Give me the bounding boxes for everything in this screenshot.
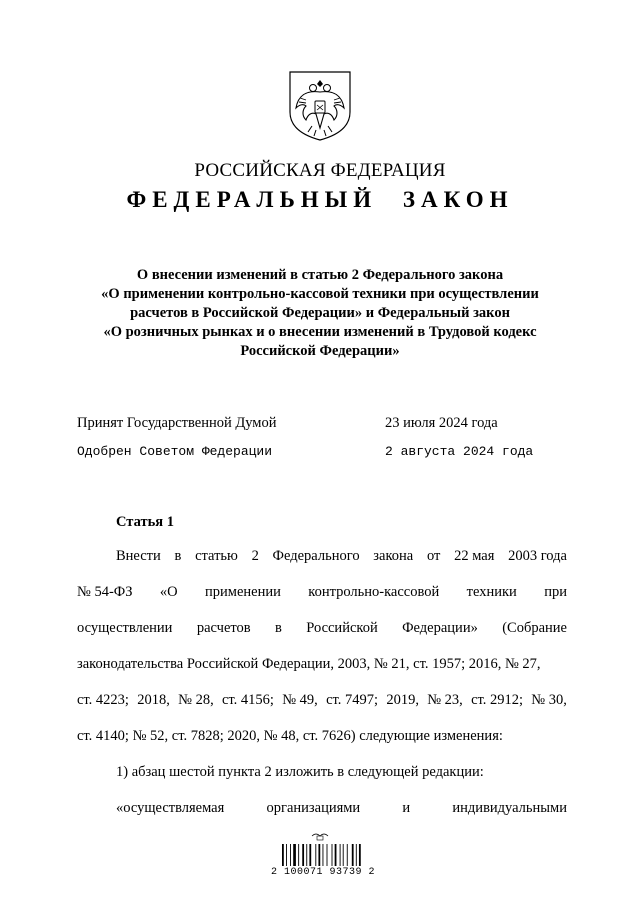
barcode-bar: [347, 844, 348, 866]
body-word: «осуществляемая: [116, 800, 225, 816]
body-word: техники: [466, 584, 517, 600]
barcode-bar: [315, 844, 316, 866]
barcode-bar: [332, 844, 333, 866]
body-word: № 28,: [178, 692, 214, 708]
body-word: № 30,: [531, 692, 567, 708]
body-word: Федерального: [272, 548, 360, 564]
body-line: [116, 800, 567, 817]
body-word: организациями: [266, 800, 361, 816]
body-word: расчетов: [196, 620, 251, 636]
barcode-bar: [282, 844, 284, 866]
barcode-bar: [359, 844, 361, 866]
body-word: статью: [195, 548, 238, 564]
body-word: индивидуальными: [452, 800, 567, 816]
body-line: [77, 620, 567, 637]
barcode-bar: [298, 844, 299, 866]
title-line: «О розничных рынках и о внесении изменений в Трудовой кодекс: [103, 324, 537, 340]
body-word: от: [426, 548, 441, 564]
barcode-number: 2 100071 93739 2: [270, 867, 375, 878]
barcode-bar: [356, 844, 357, 866]
body-word: № 23,: [427, 692, 463, 708]
barcode-bar: [309, 844, 311, 866]
body-word: 2018,: [137, 692, 170, 708]
body-line: [116, 764, 567, 781]
body-word: законодательства Российской Федерации, 2003, № 21, ст. 1957; 2016, № 27,: [77, 656, 541, 672]
council-label: Одобрен Советом Федерации: [77, 444, 273, 459]
body-word: № 54-ФЗ: [77, 584, 133, 600]
body-line: [77, 656, 567, 673]
body-word: ст. 7497;: [326, 692, 379, 708]
duma-date: 23 июля 2024 года: [385, 415, 498, 431]
title-line: «О применении контрольно-кассовой техники при осуществлении: [101, 286, 539, 302]
body-word: 22 мая: [454, 548, 495, 564]
barcode-bar: [323, 844, 324, 866]
barcode-bar: [343, 844, 344, 866]
body-word: 2: [251, 548, 259, 564]
body-word: ст. 4223;: [77, 692, 129, 708]
barcode-bar: [335, 844, 337, 866]
body-word: контрольно-кассовой: [308, 584, 440, 600]
law-title: [60, 266, 580, 361]
body-word: 2003 года: [508, 548, 567, 564]
barcode-bar: [286, 844, 287, 866]
title-line: расчетов в Российской Федерации» и Федеральный закон: [130, 305, 510, 321]
article-heading: Статья 1: [116, 514, 174, 530]
council-date: 2 августа 2024 года: [385, 444, 534, 459]
body-line: [77, 728, 567, 745]
barcode-bar: [327, 844, 328, 866]
body-word: при: [544, 584, 567, 600]
body-word: применении: [205, 584, 281, 600]
body-word: Федерации»: [402, 620, 478, 636]
law-type: ФЕДЕРАЛЬНЫЙ ЗАКОН: [126, 187, 514, 212]
coat-of-arms-icon: [286, 68, 354, 144]
body-word: ст. 4156;: [221, 692, 274, 708]
title-line: Российской Федерации»: [240, 343, 400, 359]
body-word: Российской: [306, 620, 378, 636]
barcode-bar: [293, 844, 296, 866]
body-word: ст. 4140; № 52, ст. 7828; 2020, № 48, ст. 7626) следующие изменения:: [77, 728, 503, 744]
body-word: 1) абзац шестой пункта 2 изложить в следующей редакции:: [116, 764, 484, 780]
body-line: [116, 548, 567, 565]
barcode-bar: [290, 844, 291, 866]
body-word: № 49,: [282, 692, 318, 708]
body-word: осуществлении: [77, 620, 173, 636]
body-word: 2019,: [386, 692, 419, 708]
body-word: ст. 2912;: [471, 692, 524, 708]
title-line: О внесении изменений в статью 2 Федерального закона: [136, 267, 504, 283]
barcode-bar: [318, 844, 320, 866]
body-line: [77, 584, 567, 601]
body-word: «О: [159, 584, 178, 600]
country-name: РОССИЙСКАЯ ФЕДЕРАЦИЯ: [194, 160, 446, 181]
body-word: в: [275, 620, 282, 636]
body-word: Внести: [116, 548, 161, 564]
barcode-bar: [306, 844, 307, 866]
duma-label: Принят Государственной Думой: [77, 415, 277, 431]
body-word: в: [174, 548, 182, 564]
barcode-bar: [302, 844, 304, 866]
barcode-bar: [340, 844, 341, 866]
body-word: (Собрание: [502, 620, 567, 636]
barcode-bar: [352, 844, 354, 866]
body-word: и: [402, 800, 411, 816]
body-word: закона: [373, 548, 414, 564]
body-line: [77, 692, 567, 709]
